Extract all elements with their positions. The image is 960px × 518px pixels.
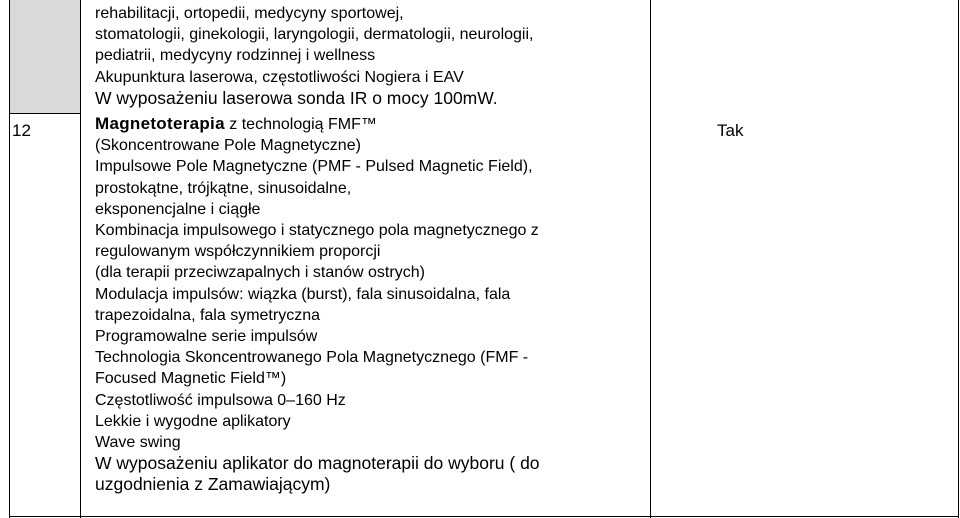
heading-keyword: Magnetoterapia [95, 114, 225, 134]
description-cell [95, 3, 655, 496]
text-line: Impulsowe Pole Magnetyczne (PMF - Pulsed Magnetic Field), [95, 158, 533, 176]
section-heading [95, 113, 655, 135]
text-line: Kombinacja impulsowego i statycznego pola magnetycznego z [95, 222, 539, 240]
row-separator [9, 113, 81, 114]
text-line: Wave swing [95, 434, 181, 452]
text-line: pediatrii, medycyny rodzinnej i wellness [95, 47, 376, 65]
table-border-right [958, 0, 959, 518]
table-border-bottom [9, 516, 959, 517]
text-line: stomatologii, ginekologii, laryngologii, dermatologii, neurologii, [95, 26, 534, 44]
text-line: Modulacja impulsów: wiązka (burst), fala sinusoidalna, fala [95, 285, 511, 303]
text-line: Focused Magnetic Field™) [95, 370, 287, 388]
text-line: Akupunktura laserowa, częstotliwości Nogiera i EAV [95, 68, 464, 86]
shaded-cell [10, 0, 80, 113]
text-line: Lekkie i wygodne aplikatory [95, 412, 291, 430]
table-divider-1 [80, 0, 81, 518]
text-line: Technologia Skoncentrowanego Pola Magnetycznego (FMF - [95, 349, 529, 367]
table-border-left [9, 0, 10, 518]
text-line: W wyposażeniu aplikator do magnoterapii do wyboru ( do [95, 453, 540, 474]
text-line: uzgodnienia z Zamawiającym) [95, 474, 331, 495]
text-line: rehabilitacji, ortopedii, medycyny sportowej, [95, 5, 404, 22]
heading-text: z technologią FMF™ [224, 116, 377, 134]
text-line: W wyposażeniu laserowa sonda IR o mocy 100mW. [95, 87, 498, 108]
answer-cell: Tak [717, 121, 744, 140]
text-line: trapezoidalna, fala symetryczna [95, 306, 320, 324]
text-line: regulowanym współczynnikiem proporcji [95, 243, 381, 261]
row-number: 12 [12, 121, 31, 140]
text-line: (dla terapii przeciwzapalnych i stanów ostrych) [95, 264, 425, 282]
text-line: eksponencjalne i ciągłe [95, 200, 261, 218]
text-line: prostokątne, trójkątne, sinusoidalne, [95, 179, 352, 197]
text-line: Częstotliwość impulsowa 0–160 Hz [95, 391, 346, 409]
text-line: (Skoncentrowane Pole Magnetyczne) [95, 137, 361, 155]
text-line: Programowalne serie impulsów [95, 328, 318, 346]
